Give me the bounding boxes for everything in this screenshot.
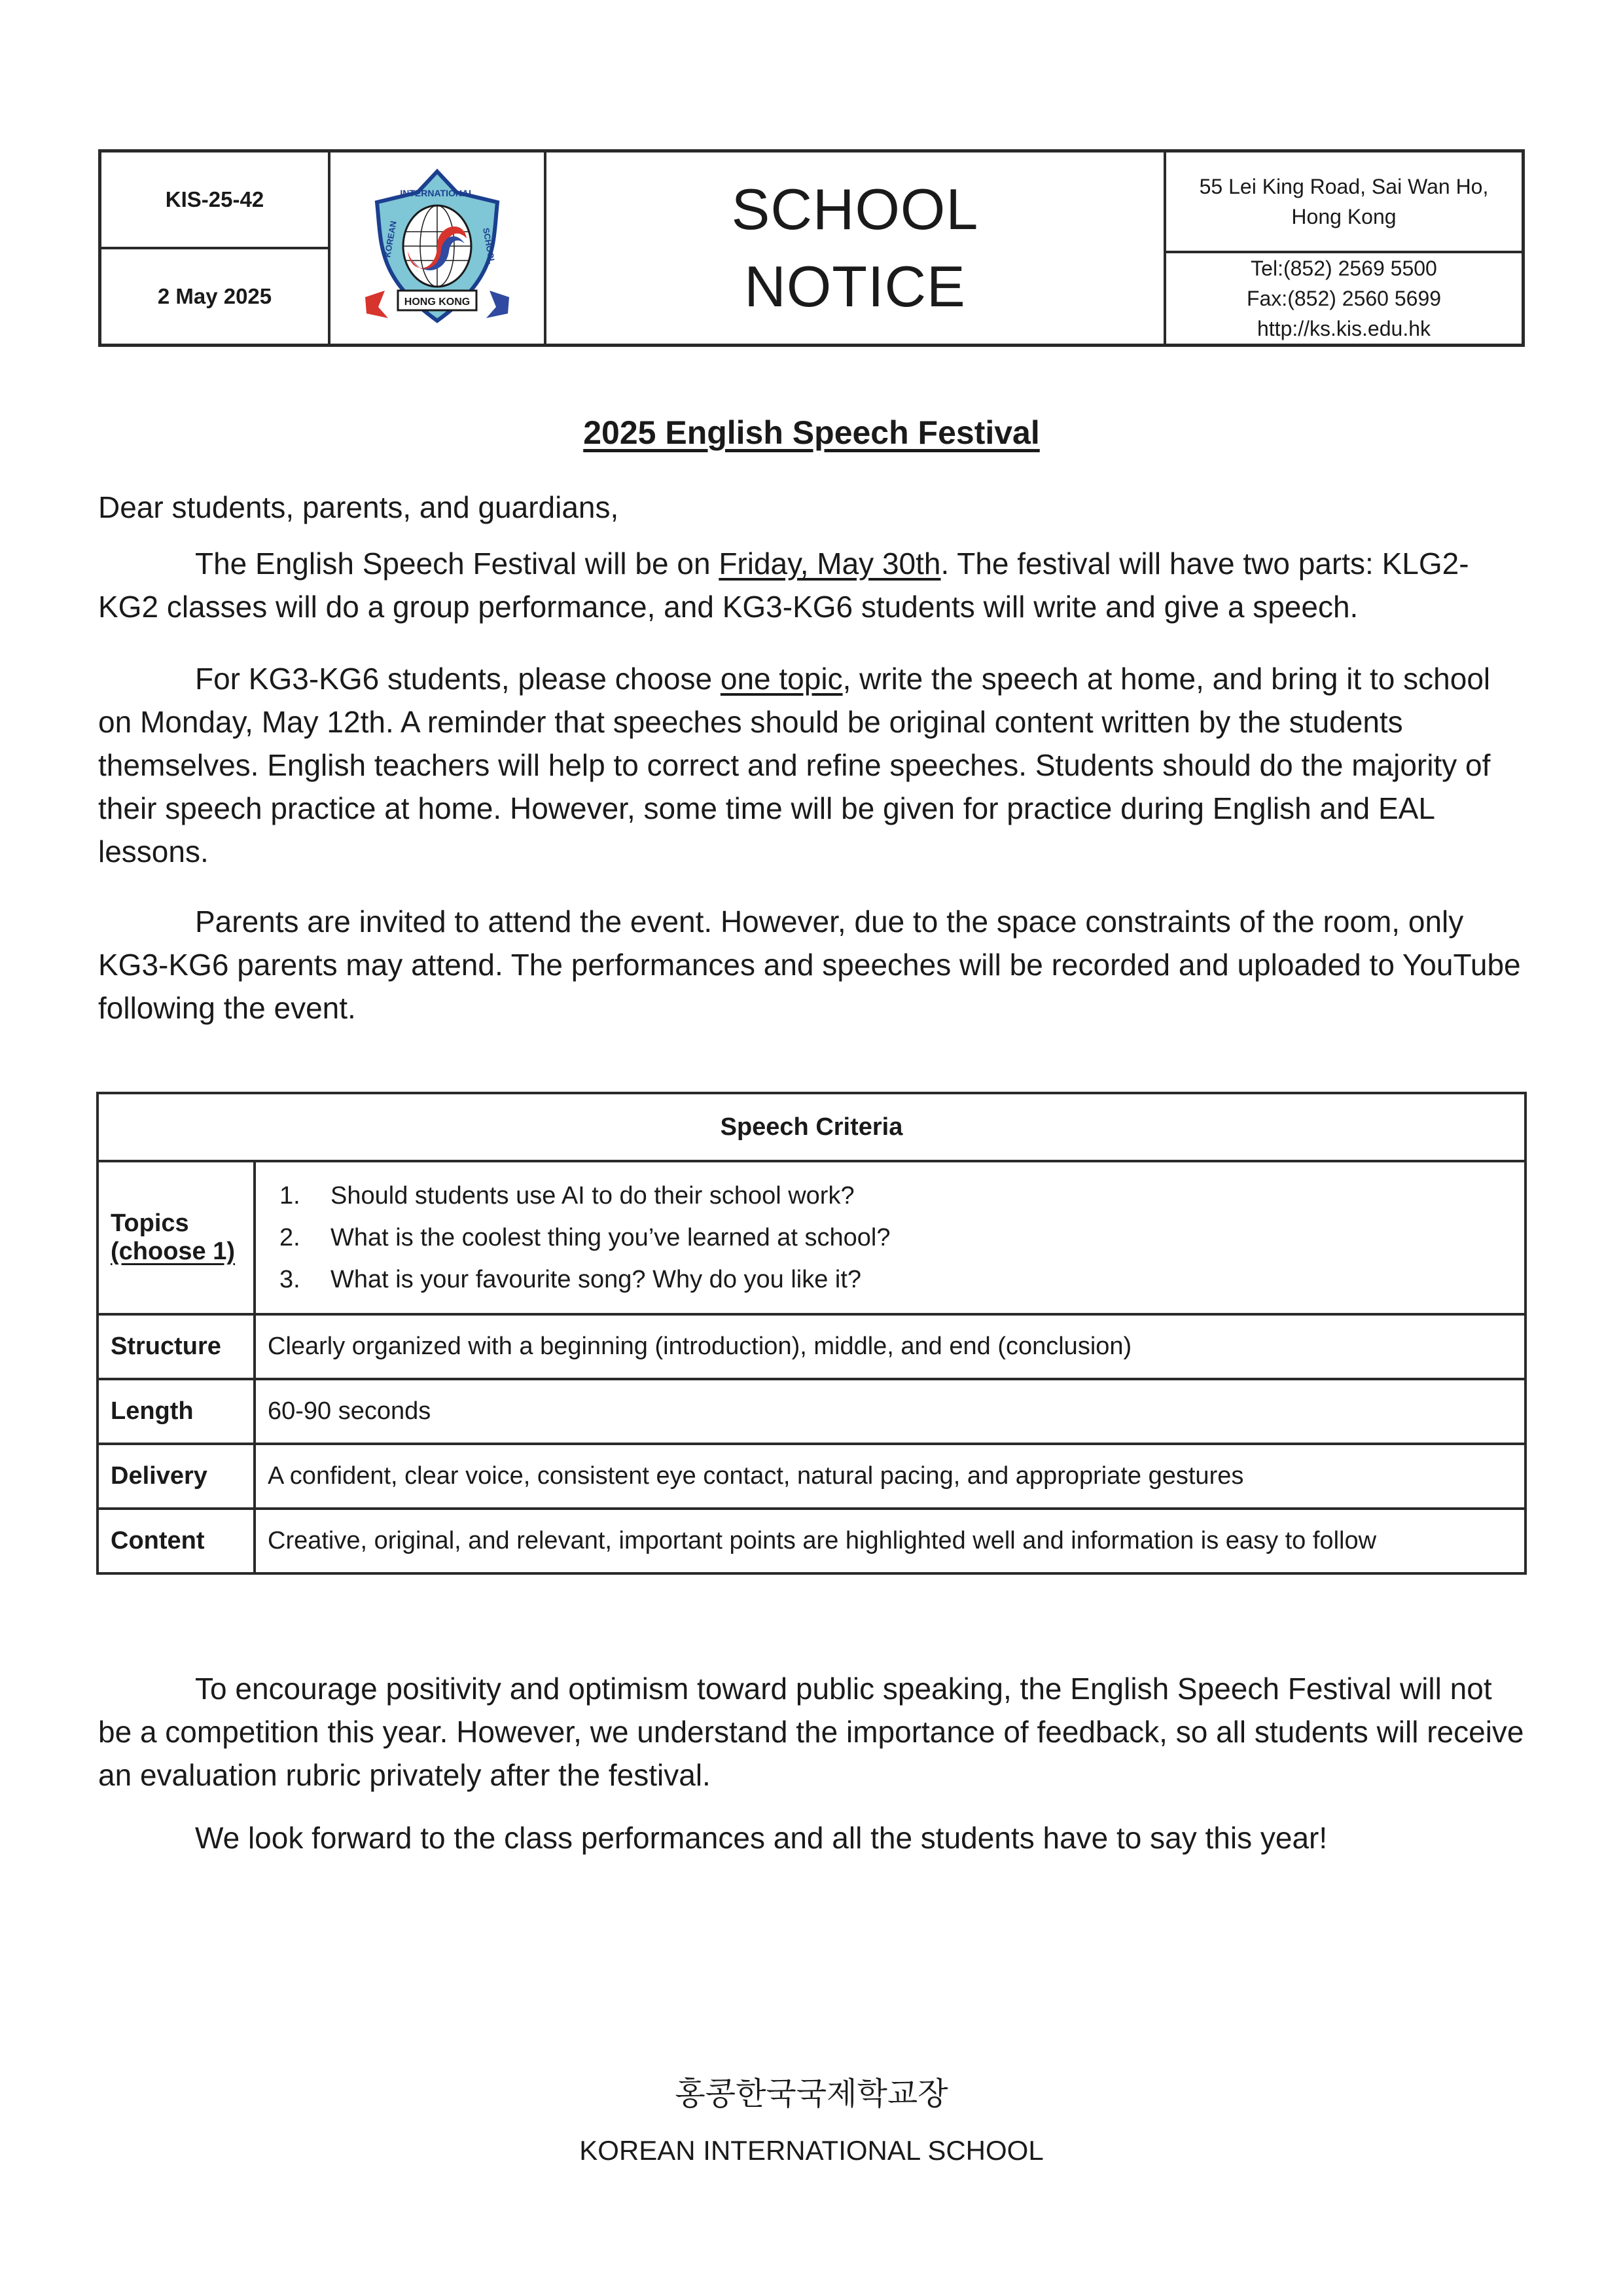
notice-number: KIS-25-42 xyxy=(101,152,328,249)
fax: Fax:(852) 2560 5699 xyxy=(1246,287,1442,310)
criteria-value: A confident, clear voice, consistent eye contact, natural pacing, and appropriate gestures xyxy=(255,1444,1525,1509)
notice-date: 2 May 2025 xyxy=(157,284,272,308)
topic-list xyxy=(268,1175,1512,1300)
topic-item: 2. What is the coolest thing you’ve learned at school? xyxy=(279,1224,891,1251)
heading-notice: NOTICE xyxy=(744,254,966,319)
notice-heading xyxy=(546,152,1166,344)
criteria-label: Length xyxy=(98,1379,255,1444)
table-row-structure xyxy=(98,1314,1525,1379)
paragraph-festival-date xyxy=(98,542,1525,628)
school-logo xyxy=(330,152,546,344)
criteria-label: Delivery xyxy=(98,1444,255,1509)
speech-criteria-table xyxy=(96,1092,1527,1575)
topics-sublabel: (choose 1) xyxy=(111,1238,236,1265)
topics-list-cell xyxy=(255,1161,1525,1314)
contact-details xyxy=(1166,253,1522,344)
criteria-label: Structure xyxy=(98,1314,255,1379)
heading-school: SCHOOL xyxy=(731,177,979,242)
school-address xyxy=(1166,152,1522,253)
school-crest-icon xyxy=(359,166,516,330)
topics-label: Topics xyxy=(111,1210,189,1237)
website-link[interactable]: http://ks.kis.edu.hk xyxy=(1257,317,1431,340)
paragraph-topic-instructions xyxy=(98,657,1525,873)
notice-meta xyxy=(101,152,330,344)
paragraph-no-competition: To encourage positivity and optimism toward public speaking, the English Speech Festival will not be a competition this year. However, we understand the importance of feedback, so all students will receive an evaluation rubric privately after the festival. xyxy=(98,1672,1524,1792)
criteria-value: Creative, original, and relevant, important points are highlighted well and information is easy to follow xyxy=(255,1509,1525,1573)
table-row-length xyxy=(98,1379,1525,1444)
svg-text:HONG KONG: HONG KONG xyxy=(404,296,471,308)
telephone: Tel:(852) 2569 5500 xyxy=(1251,257,1437,280)
topic-item: 1. Should students use AI to do their school work? xyxy=(279,1182,855,1210)
document-title: 2025 English Speech Festival xyxy=(583,414,1040,451)
criteria-value: Clearly organized with a beginning (introduction), middle, and end (conclusion) xyxy=(255,1314,1525,1379)
address-line-1: 55 Lei King Road, Sai Wan Ho, xyxy=(1199,175,1489,198)
address-line-2: Hong Kong xyxy=(1291,205,1397,228)
svg-text:KOREAN: KOREAN xyxy=(382,220,399,259)
table-row-topics xyxy=(98,1161,1525,1314)
signature-english: KOREAN INTERNATIONAL SCHOOL xyxy=(579,2135,1044,2166)
festival-date: Friday, May 30th xyxy=(719,547,941,581)
greeting: Dear students, parents, and guardians, xyxy=(98,490,619,524)
p2-text-before: For KG3-KG6 students, please choose xyxy=(195,662,721,696)
table-row-delivery xyxy=(98,1444,1525,1509)
paragraph-closing: We look forward to the class performances and all the students have to say this year! xyxy=(195,1821,1328,1855)
svg-text:INTERNATIONAL: INTERNATIONAL xyxy=(400,188,474,198)
signature-korean: 홍콩한국국제학교장 xyxy=(675,2077,948,2111)
school-contact xyxy=(1166,152,1522,344)
p1-text-after: . The festival will have two parts: KLG2-KG2 classes will do a group performance, and KG3-KG6 students will write and give a speech. xyxy=(98,547,1469,624)
criteria-value: 60-90 seconds xyxy=(255,1379,1525,1444)
topic-item: 3. What is your favourite song? Why do you like it? xyxy=(279,1266,862,1293)
one-topic-emphasis: one topic xyxy=(720,662,843,696)
p1-text-before: The English Speech Festival will be on xyxy=(195,547,719,581)
p2-text-after: , write the speech at home, and bring it to school on Monday, May 12th. A reminder that speeches should be original content written by the students themselves. English teachers will help to correct and refine speeches. Students should do the majority of their speech practice at home. However, some time will be given for practice during English and EAL lessons. xyxy=(98,662,1491,869)
table-row-content xyxy=(98,1509,1525,1573)
notice-header xyxy=(98,149,1525,347)
criteria-label: Content xyxy=(98,1509,255,1573)
svg-text:SCHOOL: SCHOOL xyxy=(481,226,497,265)
topics-label-cell xyxy=(98,1161,255,1314)
table-heading: Speech Criteria xyxy=(98,1093,1525,1161)
paragraph-parents: Parents are invited to attend the event. However, due to the space constraints of the room, only KG3-KG6 parents may attend. The performances and speeches will be recorded and uploaded to YouTube following the event. xyxy=(98,905,1521,1025)
